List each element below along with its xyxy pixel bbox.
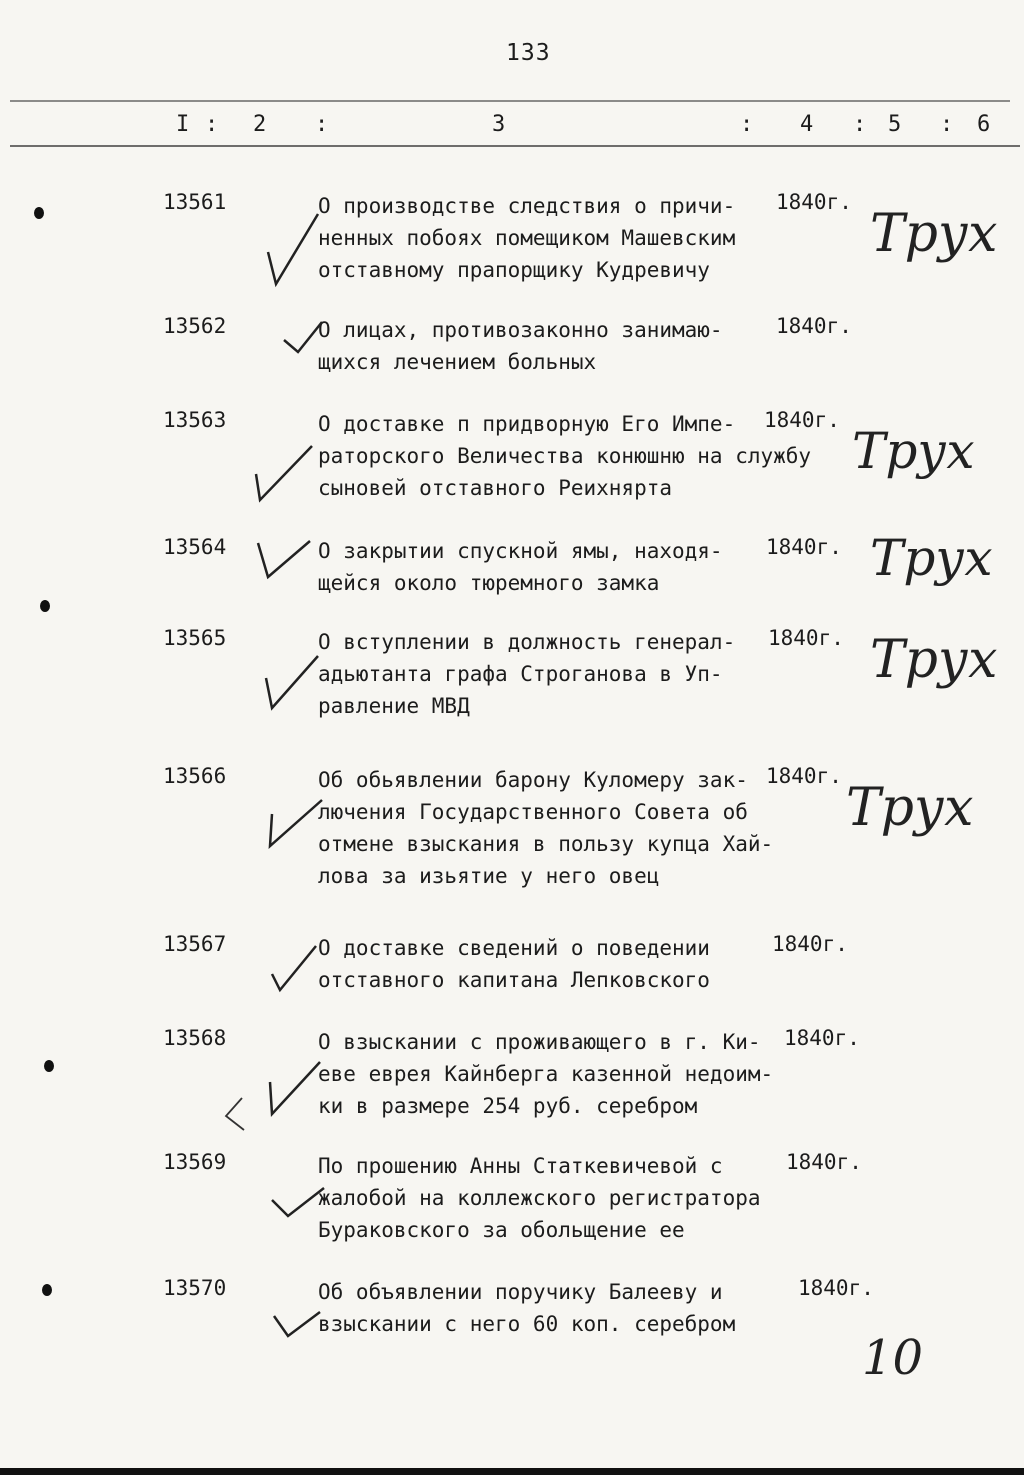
header-rule-bottom [10, 145, 1020, 147]
handwritten-note: Трух [870, 529, 993, 587]
entry-title-line: О вступлении в должность генерал- [318, 630, 736, 654]
column-separator: : [853, 112, 867, 137]
entry-year: 1840г. [768, 626, 844, 650]
page-number: 133 [506, 40, 551, 66]
entry-title-line: Об обьявлении барону Куломеру зак- [318, 768, 748, 792]
entry-title-line: жалобой на коллежского регистратора [318, 1186, 761, 1210]
entry-title [318, 626, 735, 722]
header-rule-top [10, 100, 1010, 102]
entry-title-line: О доставке сведений о поведении [318, 936, 710, 960]
entry-title-line: По прошению Анны Статкевичевой с [318, 1154, 723, 1178]
entry-number: 13564 [163, 535, 227, 559]
entry-year: 1840г. [784, 1026, 860, 1050]
binding-hole-icon [42, 1284, 52, 1296]
column-header-3: 3 [492, 112, 506, 137]
entry-title-line: отставному прапорщику Кудревичу [318, 258, 710, 282]
checkmark-icon [260, 650, 322, 716]
entry-title [318, 1150, 761, 1246]
entry-title-line: ненных побоях помещиком Машевским [318, 226, 736, 250]
entry-number: 13570 [163, 1276, 227, 1300]
column-header-4: 4 [800, 112, 814, 137]
handwritten-note: Трух [870, 204, 998, 264]
entry-title-line: равление МВД [318, 694, 470, 718]
entry-title-line: О закрытии спускной ямы, находя- [318, 539, 723, 563]
entry-number: 13561 [163, 190, 227, 214]
binding-hole-icon [34, 207, 44, 219]
column-header-2: 2 [253, 112, 267, 137]
entry-title-line: отмене взыскания в пользу купца Хай- [318, 832, 774, 856]
entry-year: 1840г. [764, 408, 840, 432]
entry-title-line: О производстве следствия о причи- [318, 194, 736, 218]
column-header-5: 5 [888, 112, 902, 137]
binding-hole-icon [44, 1060, 54, 1072]
entry-number: 13566 [163, 764, 227, 788]
entry-title-line: адьютанта графа Строганова в Уп- [318, 662, 723, 686]
column-separator: : [315, 112, 329, 137]
column-header-6: 6 [977, 112, 991, 137]
entry-title-line: щейся около тюремного замка [318, 571, 660, 595]
checkmark-icon [262, 794, 328, 856]
entry-title [318, 314, 723, 378]
handwritten-note: Трух [870, 630, 998, 690]
entry-title-line: Бураковского за обольщение ее [318, 1218, 685, 1242]
entry-title-line: еве еврея Кайнберга казенной недоим- [318, 1062, 774, 1086]
checkmark-icon [252, 535, 316, 583]
entry-title-line: О лицах, противозаконно занимаю- [318, 318, 723, 342]
checkmark-icon [262, 1056, 326, 1120]
entry-title [318, 932, 710, 996]
entry-title [318, 190, 735, 286]
entry-title [318, 1026, 773, 1122]
checkmark-icon [266, 940, 322, 994]
entry-year: 1840г. [786, 1150, 862, 1174]
handwritten-sheet-number: 10 [862, 1330, 924, 1386]
entry-title-line: ки в размере 254 руб. серебром [318, 1094, 698, 1118]
entry-title-line: сыновей отставного Реихнярта [318, 476, 673, 500]
entry-year: 1840г. [776, 190, 852, 214]
scan-bottom-edge [0, 1468, 1024, 1475]
checkmark-icon [268, 1182, 328, 1222]
handwritten-note: Трух [846, 778, 974, 838]
entry-year: 1840г. [776, 314, 852, 338]
entry-number: 13569 [163, 1150, 227, 1174]
entry-year: 1840г. [772, 932, 848, 956]
entry-title-line: О доставке п придворную Его Импе- [318, 412, 736, 436]
entry-title [318, 535, 723, 599]
bracket-mark-icon [220, 1094, 250, 1134]
entry-title [318, 764, 773, 892]
entry-title-line: лова за изьятие у него овец [318, 864, 660, 888]
handwritten-note: Трух [852, 422, 975, 480]
column-separator: : [205, 112, 219, 137]
entry-title-line: лючения Государственного Совета об [318, 800, 748, 824]
entry-title-line: раторского Величества конюшню на службу [318, 444, 812, 468]
entry-year: 1840г. [766, 764, 842, 788]
checkmark-icon [280, 318, 328, 358]
entry-title-line: взыскании с него 60 коп. серебром [318, 1312, 736, 1336]
entry-title-line: щихся лечением больных [318, 350, 597, 374]
column-separator: : [940, 112, 954, 137]
entry-number: 13562 [163, 314, 227, 338]
entry-year: 1840г. [798, 1276, 874, 1300]
binding-hole-icon [40, 600, 50, 612]
checkmark-icon [262, 208, 322, 292]
entry-title [318, 1276, 735, 1340]
entry-number: 13563 [163, 408, 227, 432]
checkmark-icon [270, 1306, 324, 1342]
entry-year: 1840г. [766, 535, 842, 559]
column-header-1: I [176, 112, 190, 137]
entry-title-line: отставного капитана Лепковского [318, 968, 710, 992]
entry-title-line: О взыскании с проживающего в г. Ки- [318, 1030, 761, 1054]
checkmark-icon [248, 438, 318, 508]
entry-title-line: Об объявлении поручику Балееву и [318, 1280, 723, 1304]
column-separator: : [740, 112, 754, 137]
entry-number: 13565 [163, 626, 227, 650]
entry-number: 13568 [163, 1026, 227, 1050]
entry-number: 13567 [163, 932, 227, 956]
entry-title [318, 408, 811, 504]
